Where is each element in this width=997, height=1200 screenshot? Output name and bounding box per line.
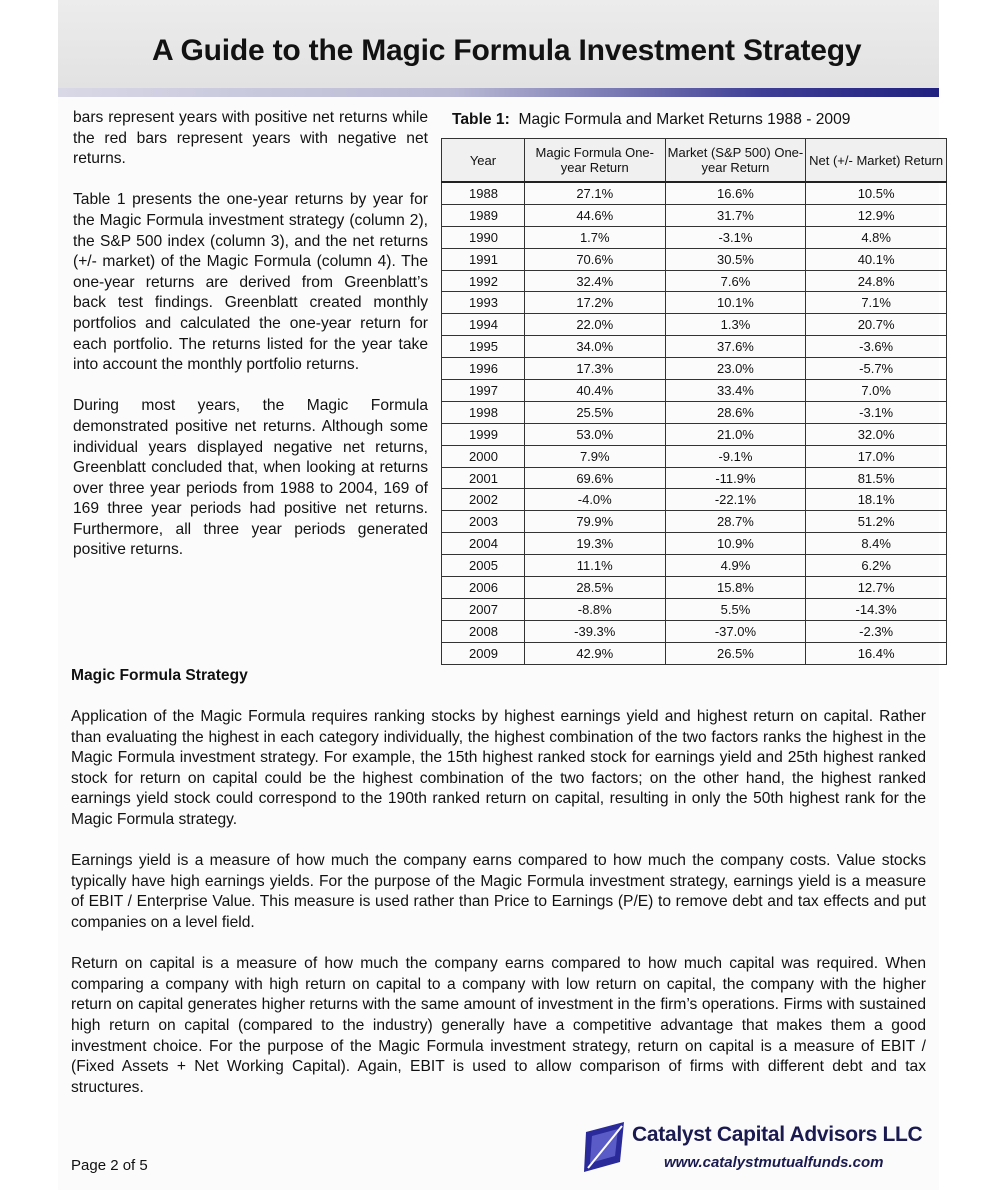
returns-table (441, 138, 947, 665)
cell-market: 16.6% (665, 182, 806, 204)
header-magic-formula: Magic Formula One-year Return (524, 139, 665, 183)
cell-net: 24.8% (806, 270, 947, 292)
cell-magic-formula: 34.0% (524, 336, 665, 358)
section-paragraph-1: Application of the Magic Formula requires ranking stocks by highest earnings yield and highest return on capital. Rather than evaluating the highest in each category individually, the highest combination of the two factors ranks the highest in the Magic Formula investment strategy. For example, the 15th highest ranked stock for earnings yield and 25th highest ranked stock for return on capital could be the highest combination of the two factors; on the other hand, the highest ranked earnings yield stock could correspond to the 190th ranked return on capital, resulting in only the 50th highest rank for the Magic Formula strategy. (71, 708, 926, 828)
cell-year: 2004 (442, 533, 525, 555)
cell-year: 1989 (442, 204, 525, 226)
cell-year: 1993 (442, 292, 525, 314)
cell-market: 26.5% (665, 642, 806, 664)
cell-year: 1996 (442, 358, 525, 380)
cell-net: 4.8% (806, 226, 947, 248)
cell-net: 18.1% (806, 489, 947, 511)
cell-magic-formula: 17.2% (524, 292, 665, 314)
cell-net: 8.4% (806, 533, 947, 555)
cell-magic-formula: 79.9% (524, 511, 665, 533)
page-number: Page 2 of 5 (71, 1157, 148, 1174)
cell-magic-formula: 17.3% (524, 358, 665, 380)
cell-magic-formula: 42.9% (524, 642, 665, 664)
table-row (442, 292, 947, 314)
cell-year: 1995 (442, 336, 525, 358)
cell-net: 16.4% (806, 642, 947, 664)
cell-magic-formula: 32.4% (524, 270, 665, 292)
cell-market: 31.7% (665, 204, 806, 226)
cell-market: 15.8% (665, 577, 806, 599)
table-row (442, 445, 947, 467)
cell-market: -11.9% (665, 467, 806, 489)
left-paragraph-1: bars represent years with positive net returns while the red bars represent years with negative net returns. (73, 109, 428, 168)
table-row (442, 598, 947, 620)
cell-net: -3.1% (806, 401, 947, 423)
table-header-row (442, 139, 947, 183)
table-caption-label: Table 1: (452, 111, 510, 128)
cell-market: 7.6% (665, 270, 806, 292)
cell-net: 40.1% (806, 248, 947, 270)
cell-year: 2008 (442, 620, 525, 642)
table-row (442, 270, 947, 292)
section-paragraph-3: Return on capital is a measure of how much the company earns compared to how much capital was required. When comparing a company with high return on capital to a company with low return on capital, the company with the higher return on capital generates higher returns with the same amount of investment in the firm’s operations. Firms with sustained high return on capital (compared to the industry) generally have a competitive advantage that makes them a good investment choice. For the purpose of the Magic Formula investment strategy, return on capital is a measure of EBIT / (Fixed Assets + Net Working Capital). Again, EBIT is used to allow comparison of firms with different debt and tax structures. (71, 955, 926, 1096)
cell-year: 1997 (442, 380, 525, 402)
table-row (442, 577, 947, 599)
left-paragraph-2: Table 1 presents the one-year returns by year for the Magic Formula investment strategy (column 2), the S&P 500 index (column 3), and the net returns (+/- market) of the Magic Formula (column 4). The one-year returns are derived from Greenblatt’s back test findings. Greenblatt created monthly portfolios and calculated the one-year return for each portfolio. The returns listed for the year take into account the monthly portfolio returns. (73, 191, 428, 374)
table-row (442, 226, 947, 248)
table-row (442, 380, 947, 402)
table-row (442, 555, 947, 577)
cell-market: -9.1% (665, 445, 806, 467)
table-row (442, 467, 947, 489)
table-row (442, 620, 947, 642)
cell-market: 10.1% (665, 292, 806, 314)
table-row (442, 511, 947, 533)
section-paragraph-2: Earnings yield is a measure of how much the company earns compared to how much the company costs. Value stocks typically have high earnings yields. For the purpose of the Magic Formula investment strategy, earnings yield is a measure of EBIT / Enterprise Value. This measure is used rather than Price to Earnings (P/E) to remove debt and tax effects and put companies on a level field. (71, 852, 926, 931)
table-row (442, 314, 947, 336)
cell-market: 30.5% (665, 248, 806, 270)
company-name: Catalyst Capital Advisors LLC (632, 1123, 923, 1146)
cell-net: 10.5% (806, 182, 947, 204)
cell-year: 1998 (442, 401, 525, 423)
table-row (442, 423, 947, 445)
table-row (442, 642, 947, 664)
cell-net: 32.0% (806, 423, 947, 445)
cell-market: -3.1% (665, 226, 806, 248)
document-title: A Guide to the Magic Formula Investment Strategy (152, 34, 862, 67)
header-rule (58, 88, 939, 97)
table-row (442, 336, 947, 358)
cell-market: 23.0% (665, 358, 806, 380)
cell-market: -37.0% (665, 620, 806, 642)
cell-magic-formula: 25.5% (524, 401, 665, 423)
cell-magic-formula: 11.1% (524, 555, 665, 577)
cell-market: 4.9% (665, 555, 806, 577)
cell-year: 2009 (442, 642, 525, 664)
table-caption-text: Magic Formula and Market Returns 1988 - 2009 (518, 111, 851, 128)
cell-net: -14.3% (806, 598, 947, 620)
cell-net: 81.5% (806, 467, 947, 489)
cell-market: 28.6% (665, 401, 806, 423)
cell-year: 1992 (442, 270, 525, 292)
cell-magic-formula: 27.1% (524, 182, 665, 204)
company-logo (584, 1120, 944, 1180)
table-row (442, 489, 947, 511)
cell-net: 6.2% (806, 555, 947, 577)
cell-year: 2003 (442, 511, 525, 533)
section-heading: Magic Formula Strategy (71, 667, 248, 684)
cell-year: 2007 (442, 598, 525, 620)
cell-magic-formula: -4.0% (524, 489, 665, 511)
cell-magic-formula: 28.5% (524, 577, 665, 599)
table-body (442, 182, 947, 664)
company-url: www.catalystmutualfunds.com (664, 1154, 884, 1171)
cell-market: 33.4% (665, 380, 806, 402)
left-column (73, 108, 428, 582)
cell-year: 2006 (442, 577, 525, 599)
header-market: Market (S&P 500) One-year Return (665, 139, 806, 183)
cell-net: 7.0% (806, 380, 947, 402)
header-year: Year (442, 139, 525, 183)
left-paragraph-3: During most years, the Magic Formula demonstrated positive net returns. Although some individual years displayed negative net returns, Greenblatt concluded that, when looking at returns over three year periods from 1988 to 2004, 169 of 169 three year periods had positive net returns. Furthermore, all three year periods generated positive returns. (73, 397, 428, 559)
table-row (442, 401, 947, 423)
cell-magic-formula: 19.3% (524, 533, 665, 555)
cell-year: 2000 (442, 445, 525, 467)
cell-market: 10.9% (665, 533, 806, 555)
cell-net: 7.1% (806, 292, 947, 314)
table-caption (452, 111, 850, 129)
cell-magic-formula: 22.0% (524, 314, 665, 336)
cell-net: 12.7% (806, 577, 947, 599)
cell-net: 51.2% (806, 511, 947, 533)
cell-net: -2.3% (806, 620, 947, 642)
cell-year: 2002 (442, 489, 525, 511)
cell-magic-formula: 53.0% (524, 423, 665, 445)
cell-year: 1991 (442, 248, 525, 270)
cell-year: 1999 (442, 423, 525, 445)
cell-market: 1.3% (665, 314, 806, 336)
cell-net: -3.6% (806, 336, 947, 358)
cell-market: 5.5% (665, 598, 806, 620)
table-row (442, 204, 947, 226)
cell-market: -22.1% (665, 489, 806, 511)
cell-year: 1990 (442, 226, 525, 248)
cell-magic-formula: 69.6% (524, 467, 665, 489)
cell-magic-formula: 1.7% (524, 226, 665, 248)
table-row (442, 358, 947, 380)
cell-market: 37.6% (665, 336, 806, 358)
cell-year: 2001 (442, 467, 525, 489)
table-row (442, 533, 947, 555)
section-body (71, 707, 926, 1119)
cell-magic-formula: 44.6% (524, 204, 665, 226)
table-row (442, 248, 947, 270)
table-row (442, 182, 947, 204)
cell-magic-formula: 70.6% (524, 248, 665, 270)
cell-year: 1994 (442, 314, 525, 336)
cell-magic-formula: -39.3% (524, 620, 665, 642)
cell-magic-formula: 40.4% (524, 380, 665, 402)
cell-net: 17.0% (806, 445, 947, 467)
cell-market: 28.7% (665, 511, 806, 533)
cell-market: 21.0% (665, 423, 806, 445)
cell-magic-formula: -8.8% (524, 598, 665, 620)
cell-net: 12.9% (806, 204, 947, 226)
cell-net: 20.7% (806, 314, 947, 336)
cell-net: -5.7% (806, 358, 947, 380)
cell-magic-formula: 7.9% (524, 445, 665, 467)
header-net: Net (+/- Market) Return (806, 139, 947, 183)
cell-year: 1988 (442, 182, 525, 204)
logo-flag-icon (584, 1122, 630, 1174)
cell-year: 2005 (442, 555, 525, 577)
